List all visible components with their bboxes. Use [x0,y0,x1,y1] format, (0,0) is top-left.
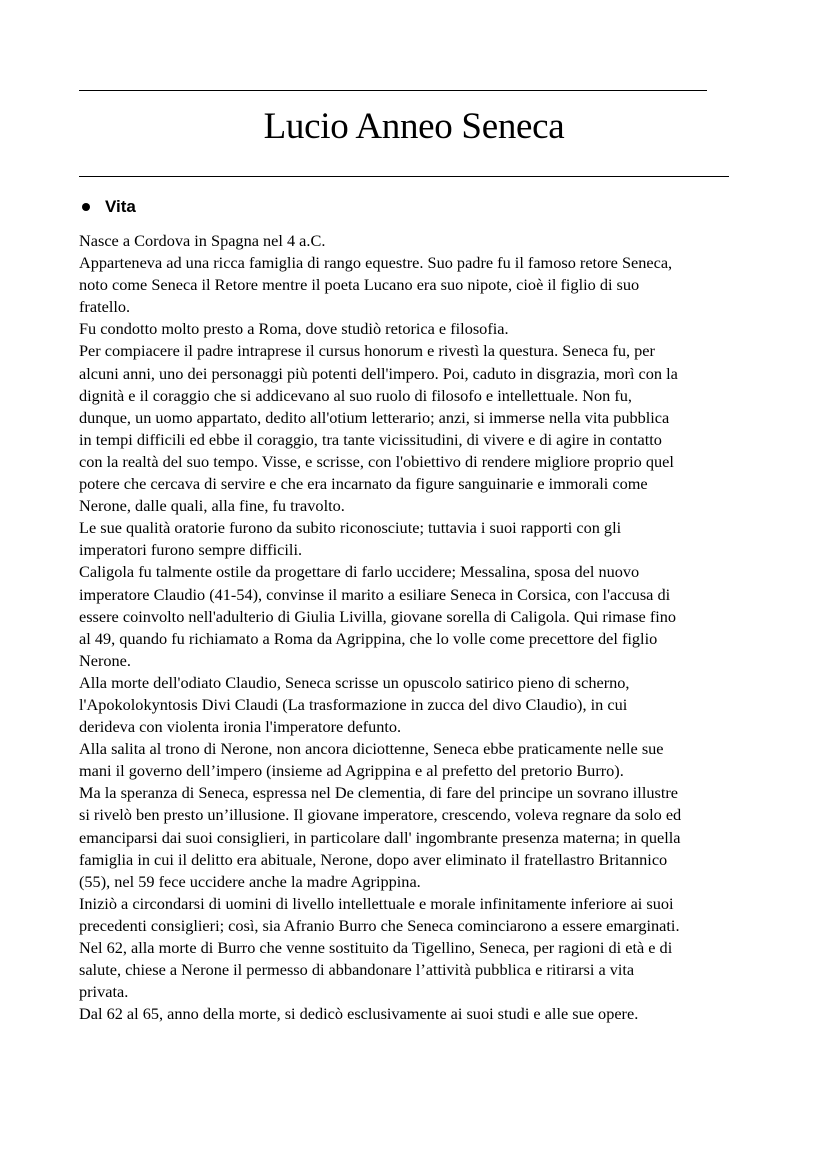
text-line: Fu condotto molto presto a Roma, dove studiò retorica e filosofia. [79,319,509,339]
text-line: Ma la speranza di Seneca, espressa nel De clementia, di fare del principe un sovrano illustre [79,783,679,803]
text-line: Nasce a Cordova in Spagna nel 4 a.C. [79,231,326,250]
text-line: potere che cercava di servire e che era incarnato da figure sanguinarie e immorali come [79,474,648,494]
text-line: salute, chiese a Nerone il permesso di abbandonare l’attività pubblica e ritirarsi a vita [79,960,635,980]
text-line: derideva con violenta ironia l'imperatore defunto. [79,717,402,737]
text-line: Per compiacere il padre intraprese il cursus honorum e rivestì la questura. Seneca fu, per [79,341,655,361]
text-line: dunque, un uomo appartato, dedito all'otium letterario; anzi, si immerse nella vita pubblica [79,407,670,427]
text-line: si rivelò ben presto un’illusione. Il giovane imperatore, crescendo, voleva regnare da solo ed [79,805,682,825]
text-line: Le sue qualità oratorie furono da subito riconosciute; tuttavia i suoi rapporti con gli [79,518,622,538]
title-rule-top [79,90,707,91]
text-line: essere coinvolto nell'adulterio di Giulia Livilla, giovane sorella di Caligola. Qui rimase fino [79,606,677,626]
text-line: Dal 62 al 65, anno della morte, si dedicò esclusivamente ai suoi studi e alle sue opere. [79,1004,639,1024]
text-line: Iniziò a circondarsi di uomini di livello intellettuale e morale infinitamente inferiore ai suoi [79,893,674,913]
text-line: emanciparsi dai suoi consiglieri, in particolare dall' ingombrante presenza materna; in quella [79,827,681,847]
text-line: l'Apokolokyntosis Divi Claudi (La trasformazione in zucca del divo Claudio), in cui [79,694,628,714]
text-line: Nel 62, alla morte di Burro che venne sostituito da Tigellino, Seneca, per ragioni di età e di [79,938,673,957]
text-line: con la realtà del suo tempo. Visse, e scrisse, con l'obiettivo di rendere migliore proprio quel [79,451,674,471]
text-line: in tempi difficili ed ebbe il coraggio, tra tante vicissitudini, di vivere e di agire in contatto [79,429,662,449]
text-line: alcuni anni, uno dei personaggi più potenti dell'impero. Poi, caduto in disgrazia, morì con la [79,363,678,383]
text-line: Nerone, dalle quali, alla fine, fu travolto. [79,496,345,516]
text-line: al 49, quando fu richiamato a Roma da Agrippina, che lo volle come precettore del figlio [79,628,658,648]
text-line: precedenti consiglieri; così, sia Afranio Burro che Seneca cominciarono a essere emarginati. [79,915,680,935]
section-heading-label: Vita [105,197,136,216]
text-line: Alla morte dell'odiato Claudio, Seneca scrisse un opuscolo satirico pieno di scherno, [79,672,630,692]
text-line: fratello. [79,297,131,317]
text-line: mani il governo dell’impero (insieme ad Agrippina e al prefetto del pretorio Burro). [79,761,624,781]
text-line: (55), nel 59 fece uccidere anche la madre Agrippina. [79,871,421,891]
text-line: privata. [79,982,129,1002]
text-line: imperatori furono sempre difficili. [79,540,303,560]
title-rule-bottom [79,176,729,177]
text-line: Apparteneva ad una ricca famiglia di rango equestre. Suo padre fu il famoso retore Seneca, [79,253,673,273]
text-line: Alla salita al trono di Nerone, non ancora diciottenne, Seneca ebbe praticamente nelle sue [79,739,664,759]
text-line: Nerone. [79,650,131,670]
text-line: dignità e il coraggio che si addicevano al suo ruolo di filosofo e intellettuale. Non fu, [79,385,632,405]
text-line: Caligola fu talmente ostile da progettare di farlo uccidere; Messalina, sposa del nuovo [79,562,640,582]
body-text [79,230,759,1025]
text-line: imperatore Claudio (41-54), convinse il marito a esiliare Seneca in Corsica, con l'accusa di [79,584,671,604]
section-heading-vita [79,194,136,220]
bullet-icon [82,203,90,211]
text-line: famiglia in cui il delitto era abituale, Nerone, dopo aver eliminato il fratellastro Britannico [79,849,668,869]
page-title: Lucio Anneo Seneca [263,106,565,147]
text-line: noto come Seneca il Retore mentre il poeta Lucano era suo nipote, cioè il figlio di suo [79,275,640,295]
